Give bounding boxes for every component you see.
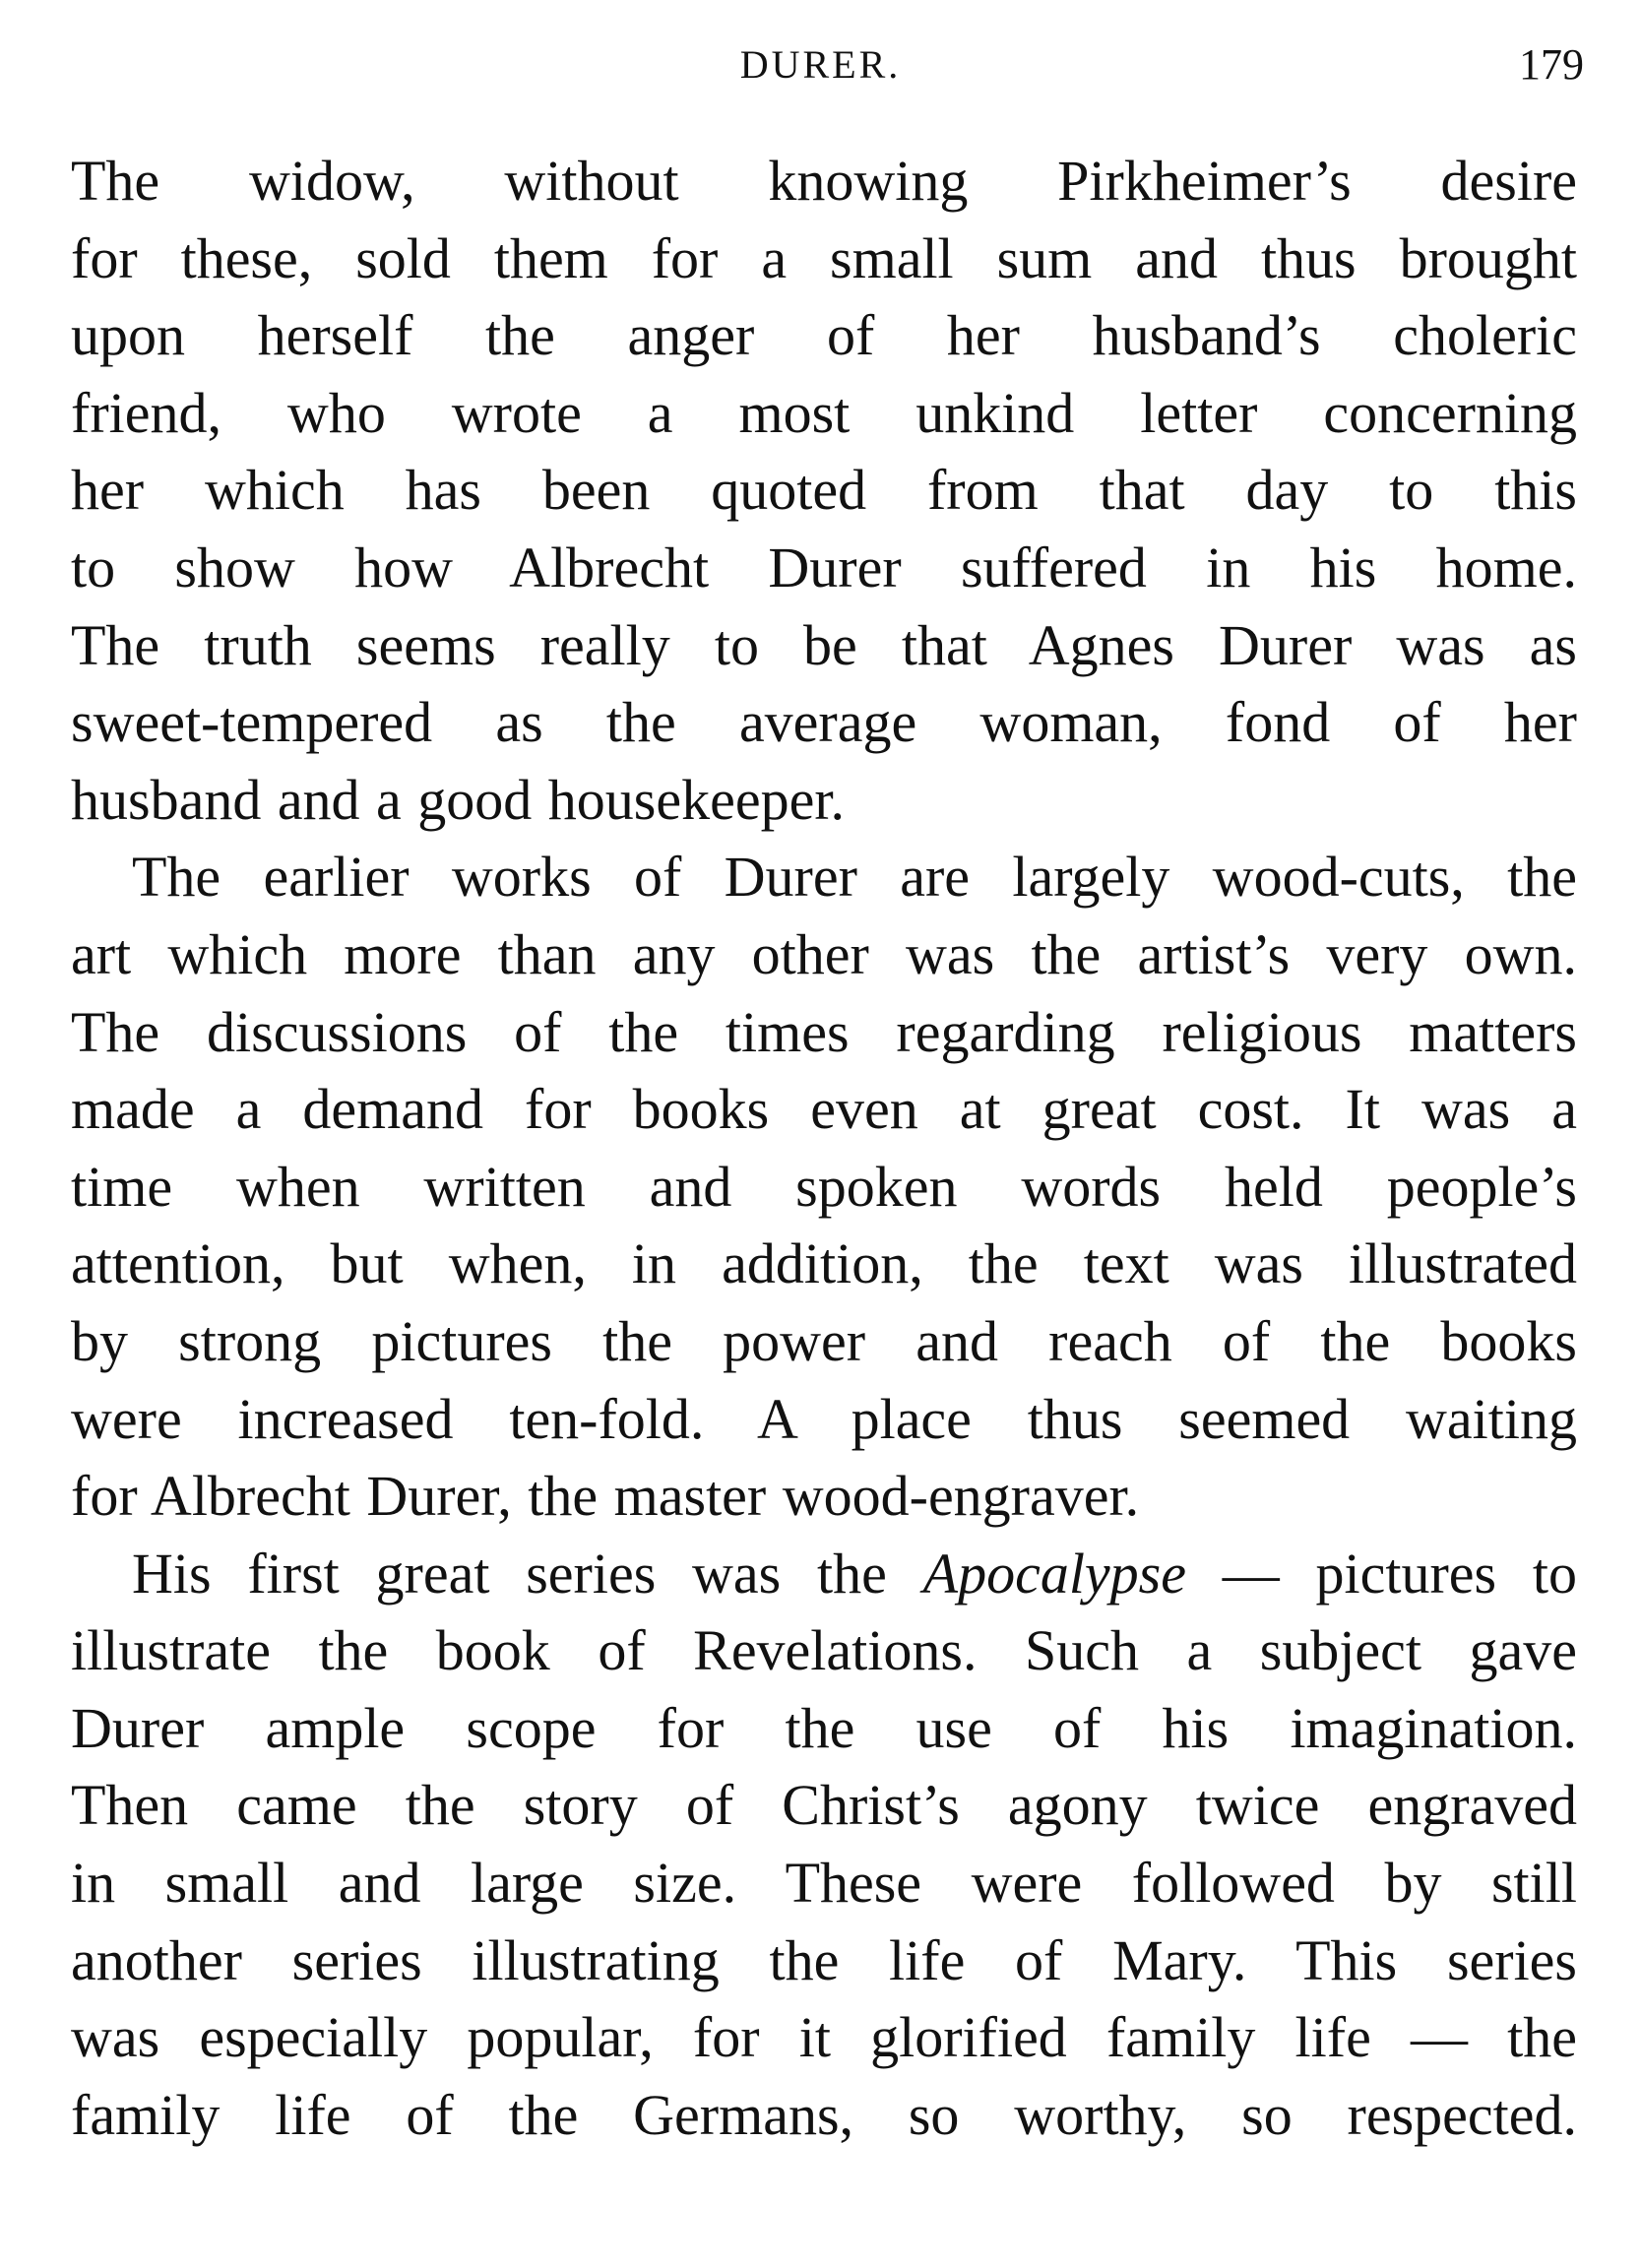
text-line: The widow, without knowing Pirkheimer’s desire — [71, 149, 1577, 213]
text-line: her which has been quoted from that day to this — [71, 458, 1577, 523]
text-line: by strong pictures the power and reach of the books — [71, 1308, 1577, 1373]
text-line: to show how Albrecht Durer suffered in his home. — [71, 535, 1577, 599]
text-line: art which more than any other was the artist’s very own. — [71, 921, 1577, 986]
text-run: His first great series was the — [132, 1541, 923, 1606]
text-line: were increased ten-fold. A place thus seemed waiting — [71, 1386, 1577, 1451]
text-line: The discussions of the times regarding religious matters — [71, 999, 1577, 1064]
running-head — [0, 35, 1641, 94]
text-line: sweet-tempered as the average woman, fond of her — [71, 690, 1577, 755]
text-line: friend, who wrote a most unkind letter concerning — [71, 380, 1577, 445]
text-line: upon herself the anger of her husband’s choleric — [71, 303, 1577, 368]
paragraph-1 — [71, 143, 1577, 839]
text-line: illustrate the book of Revelations. Such a subject gave — [71, 1618, 1577, 1683]
text-line: in small and large size. These were followed by still — [71, 1851, 1577, 1916]
running-title: DURER. — [739, 42, 902, 87]
text-line: made a demand for books even at great cost. It was a — [71, 1077, 1577, 1142]
text-line: husband and a good housekeeper. — [71, 767, 845, 832]
text-run: — pictures to — [1185, 1541, 1578, 1606]
body-text — [71, 143, 1577, 2154]
text-line: The earlier works of Durer are largely wood-cuts, the — [132, 845, 1577, 910]
text-line: time when written and spoken words held people’s — [71, 1154, 1577, 1219]
paragraph-3 — [71, 1536, 1577, 2155]
text-line: Durer ample scope for the use of his imagination. — [71, 1695, 1577, 1760]
text-line: was especially popular, for it glorified family life — the — [71, 2005, 1577, 2070]
text-line: for these, sold them for a small sum and thus brought — [71, 225, 1577, 290]
text-line: The truth seems really to be that Agnes Durer was as — [71, 612, 1577, 677]
italic-title: Apocalypse — [922, 1541, 1186, 1606]
text-line: attention, but when, in addition, the text was illustrated — [71, 1231, 1577, 1296]
text-line: another series illustrating the life of Mary. This series — [71, 1927, 1577, 1992]
page-number: 179 — [1519, 40, 1584, 89]
text-line: Then came the story of Christ’s agony twice engraved — [71, 1773, 1577, 1838]
text-line: for Albrecht Durer, the master wood-engraver. — [71, 1464, 1140, 1529]
paragraph-2 — [71, 839, 1577, 1535]
text-line: family life of the Germans, so worthy, so respected. — [71, 2082, 1577, 2147]
text-line — [71, 1536, 1577, 1613]
